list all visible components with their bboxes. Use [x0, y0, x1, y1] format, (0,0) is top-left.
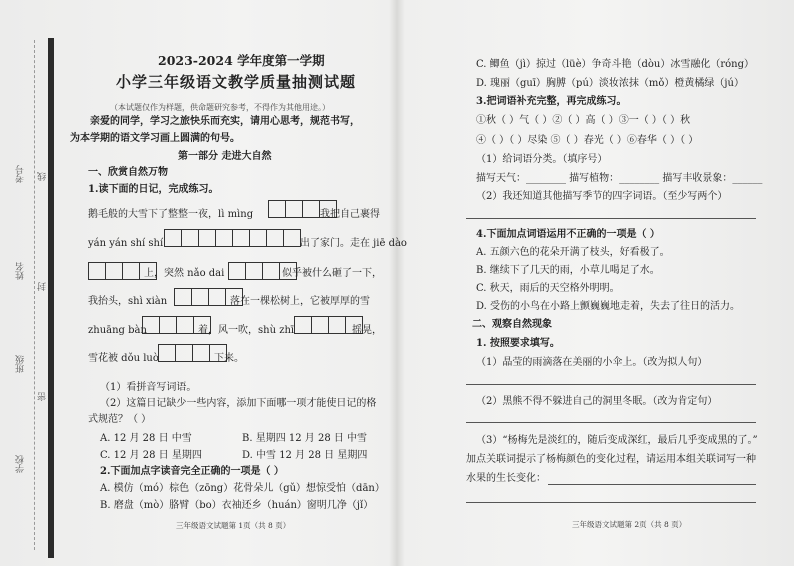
subquestion-3-2: （2）我还知道其他描写季节的四字词语。（至少写两个）	[476, 191, 728, 202]
subquestion-1-2b: 式规范？（ ）	[88, 414, 152, 425]
word-fill-row-1[interactable]: ①秋（ ）气（ ）②（ ）高（ ）③一（ ）（ ）秋	[476, 115, 691, 126]
question-4: 4.下面加点词语运用不正确的一项是（ ）	[476, 229, 660, 240]
answer-line-5-3b[interactable]	[466, 502, 756, 503]
question-1: 1.读下面的日记，完成练习。	[88, 184, 219, 195]
intro-line-2: 为本学期的语文学习画上圆满的句号。	[70, 133, 240, 144]
answer-line-3-2[interactable]	[466, 218, 756, 219]
question-2-option-a[interactable]: A. 模仿（mó）棕色（zōng）花骨朵儿（gǔ）想惊受怕（dān）	[100, 483, 385, 494]
question-3: 3.把词语补充完整，再完成练习。	[476, 96, 627, 107]
answer-line-5-1[interactable]	[466, 384, 756, 385]
binding-cut-line	[34, 40, 35, 550]
question-4-option-d[interactable]: D. 受伤的小鸟在小路上颤巍巍地走着，失去了往日的活力。	[476, 301, 741, 312]
question-5: 1. 按照要求填写。	[476, 338, 560, 349]
subquestion-3-1: （1）给词语分类。（填序号）	[476, 154, 608, 165]
binding-mark-feng: 封	[38, 282, 48, 291]
exam-number-label: 考号	[16, 165, 26, 183]
classification-blanks[interactable]: 描写天气：________ 描写植物：________ 描写丰收景象：______	[476, 173, 763, 184]
binding-mark-mi: 密	[38, 392, 48, 401]
question-2: 2.下面加点字读音完全正确的一项是（ ）	[100, 466, 284, 477]
name-label: 姓名	[16, 262, 26, 280]
answer-line-5-2[interactable]	[466, 422, 756, 423]
answer-grid-yanyanshishi[interactable]	[164, 229, 300, 247]
binding-mark-xian: 线	[38, 172, 48, 181]
diary-line-2a: yán yán shí shí	[88, 238, 164, 249]
diary-line-1b: 我把自己裹得	[320, 209, 380, 220]
section-two-heading: 二、观察自然现象	[472, 319, 552, 330]
answer-line-5-3a[interactable]	[548, 484, 756, 485]
question-2-option-c[interactable]: C. 鲫鱼（jì）掠过（lüè）争奇斗艳（dòu）冰雪融化（róng）	[476, 59, 755, 70]
subquestion-1-1: （1）看拼音写词语。	[100, 382, 197, 393]
option-b[interactable]: B. 星期四 12 月 28 日 中雪	[242, 433, 368, 444]
intro-line-1: 亲爱的同学，学习之旅快乐而充实，请用心思考，规范书写，	[90, 116, 360, 127]
usage-note: （本试题仅作为样题，供命题研究参考，不得作为其他用途。）	[110, 103, 330, 112]
subquestion-5-1: （1）晶莹的雨滴落在美丽的小伞上。（改为拟人句）	[476, 357, 708, 368]
option-a[interactable]: A. 12 月 28 日 中雪	[100, 433, 192, 444]
subquestion-5-2: （2）黑熊不得不躲进自己的洞里冬眠。（改为肯定句）	[476, 396, 718, 407]
question-4-option-b[interactable]: B. 继续下了几天的雨，小草儿喝足了水。	[476, 265, 660, 276]
diary-line-6b: 下来。	[214, 353, 244, 364]
diary-line-6a: 雪花被 dǒu luò	[88, 353, 159, 364]
question-2-option-b[interactable]: B. 磨盘（mò）胳臂（bo）衣袖还乡（huán）窗明几净（jǐ）	[100, 500, 374, 511]
diary-line-4a: 我抬头，shì xiàn	[88, 296, 168, 307]
diary-line-5c: 摇晃，	[352, 325, 382, 336]
page-2	[466, 0, 766, 566]
class-label: 班级	[16, 355, 26, 373]
page-1	[70, 0, 407, 566]
diary-line-4b: 落在一棵松树上，它被厚厚的雪	[230, 296, 370, 307]
section-one-heading: 一、欣赏自然万物	[88, 167, 168, 178]
part-one-heading: 第一部分 走进大自然	[178, 151, 272, 162]
diary-line-5a: zhuāng bàn	[88, 325, 147, 336]
word-fill-row-2[interactable]: ④（ ）（ ）尽染 ⑤（ ）春光（ ）⑥春华（ ）（ ）	[476, 135, 699, 146]
subquestion-5-3c: 水果的生长变化：	[466, 473, 546, 484]
page-2-footer: 三年级语文试题第 2页（共 8 页）	[572, 520, 687, 529]
subquestion-1-2a: （2）这篇日记缺少一些内容，添加下面哪一项才能使日记的格	[100, 398, 377, 409]
question-4-option-a[interactable]: A. 五颜六色的花朵开满了枝头，好看极了。	[476, 247, 670, 258]
question-2-option-d[interactable]: D. 瑰丽（guī）胸膊（pú）淡妆浓抹（mǒ）橙黄橘绿（jú）	[476, 78, 744, 89]
subquestion-5-3b: 加点关联词提示了杨梅颜色的变化过程，请运用本组关联词写一种	[466, 454, 756, 465]
school-label: 学校	[16, 455, 26, 473]
diary-line-5b: 着，风一吹，shù zhī	[198, 325, 295, 336]
option-d[interactable]: D. 中雪 12 月 28 日 星期四	[242, 450, 368, 461]
subquestion-5-3a: （3）“杨梅先是淡红的，随后变成深红，最后几乎变成黑的了。”	[476, 435, 758, 446]
question-4-option-c[interactable]: C. 秋天，雨后的天空格外明明。	[476, 283, 620, 294]
diary-line-3a: 上，突然 nǎo dai	[144, 268, 225, 279]
diary-line-3b: 似乎被什么砸了一下，	[282, 268, 382, 279]
exam-subtitle: 小学三年级语文教学质量抽测试题	[116, 73, 357, 91]
option-c[interactable]: C. 12 月 28 日 星期四	[100, 450, 202, 461]
page-1-footer: 三年级语文试题第 1页（共 8 页）	[176, 521, 291, 530]
exam-year-title: 2023-2024 学年度第一学期	[158, 53, 325, 68]
diary-line-1a: 鹅毛般的大雪下了整整一夜，lì mìng	[88, 209, 254, 220]
binding-bar	[48, 38, 54, 558]
diary-line-2b: 出了家门。走在 jiē dào	[300, 238, 407, 249]
